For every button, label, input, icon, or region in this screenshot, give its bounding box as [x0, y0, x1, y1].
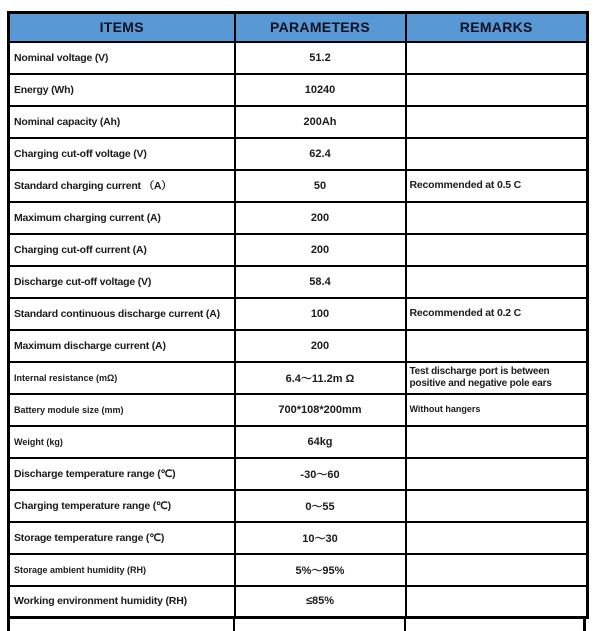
- item-label: Discharge temperature range (℃): [9, 458, 235, 490]
- item-label: Charging temperature range (℃): [9, 490, 235, 522]
- remark-text: [406, 202, 588, 234]
- parameter-value: 10240: [235, 74, 406, 106]
- table-row: [9, 74, 588, 106]
- remark-text: [406, 266, 588, 298]
- remark-text: Recommended at 0.5 C: [406, 170, 588, 202]
- item-label: Nominal capacity (Ah): [9, 106, 235, 138]
- header-remarks: REMARKS: [406, 13, 588, 42]
- remark-text: [406, 138, 588, 170]
- table-row: [9, 234, 588, 266]
- table-row: [9, 554, 588, 586]
- parameter-value: 0～55: [235, 490, 406, 522]
- table-row: [9, 106, 588, 138]
- header-items: ITEMS: [9, 13, 235, 42]
- remark-text: [406, 522, 588, 554]
- table-row: [9, 298, 588, 330]
- table-left-border-stub: [7, 619, 10, 631]
- spec-sheet: [7, 11, 586, 631]
- table-row: [9, 138, 588, 170]
- table-body: [9, 42, 588, 618]
- table-row: [9, 586, 588, 618]
- item-label: Standard charging current （A）: [9, 170, 235, 202]
- remark-text: Test discharge port is between positive and negative pole ears: [406, 362, 588, 394]
- remark-text: [406, 234, 588, 266]
- parameter-value: 62.4: [235, 138, 406, 170]
- item-label: Charging cut-off current (A): [9, 234, 235, 266]
- item-label: Internal resistance (mΩ): [9, 362, 235, 394]
- remark-text: [406, 586, 588, 618]
- parameter-value: ≤85%: [235, 586, 406, 618]
- parameter-value: 50: [235, 170, 406, 202]
- item-label: Charging cut-off voltage (V): [9, 138, 235, 170]
- remark-text: Without hangers: [406, 394, 588, 426]
- parameter-value: 10～30: [235, 522, 406, 554]
- remark-text: [406, 490, 588, 522]
- table-row: [9, 522, 588, 554]
- item-label: Weight (kg): [9, 426, 235, 458]
- item-label: Storage ambient humidity (RH): [9, 554, 235, 586]
- table-row: [9, 394, 588, 426]
- header-parameters: PARAMETERS: [235, 13, 406, 42]
- remark-text: [406, 106, 588, 138]
- table-row: [9, 458, 588, 490]
- item-label: Standard continuous discharge current (A): [9, 298, 235, 330]
- table-row: [9, 170, 588, 202]
- table-row: [9, 266, 588, 298]
- table-row: [9, 362, 588, 394]
- table-row: [9, 426, 588, 458]
- table-row: [9, 330, 588, 362]
- item-label: Storage temperature range (℃): [9, 522, 235, 554]
- parameter-value: 51.2: [235, 42, 406, 74]
- column-divider-stub-2: [404, 619, 406, 631]
- remark-text: [406, 42, 588, 74]
- table-row: [9, 42, 588, 74]
- remark-text: [406, 74, 588, 106]
- parameter-value: 200: [235, 234, 406, 266]
- remark-text: Recommended at 0.2 C: [406, 298, 588, 330]
- column-divider-stub-1: [233, 619, 235, 631]
- item-label: Energy (Wh): [9, 74, 235, 106]
- remark-text: [406, 330, 588, 362]
- remark-text: [406, 426, 588, 458]
- parameter-value: 58.4: [235, 266, 406, 298]
- remark-text: [406, 458, 588, 490]
- parameter-value: 5%～95%: [235, 554, 406, 586]
- table-row: [9, 202, 588, 234]
- parameter-value: 700*108*200mm: [235, 394, 406, 426]
- remark-text: [406, 554, 588, 586]
- table-row: [9, 490, 588, 522]
- item-label: Nominal voltage (V): [9, 42, 235, 74]
- item-label: Working environment humidity (RH): [9, 586, 235, 618]
- parameter-value: 200Ah: [235, 106, 406, 138]
- item-label: Battery module size (mm): [9, 394, 235, 426]
- header-row: [9, 13, 588, 42]
- cutoff-next-row: [7, 619, 586, 631]
- parameter-value: 64kg: [235, 426, 406, 458]
- item-label: Discharge cut-off voltage (V): [9, 266, 235, 298]
- item-label: Maximum discharge current (A): [9, 330, 235, 362]
- battery-spec-table: [7, 11, 589, 619]
- parameter-value: 200: [235, 330, 406, 362]
- parameter-value: 100: [235, 298, 406, 330]
- parameter-value: 200: [235, 202, 406, 234]
- parameter-value: -30～60: [235, 458, 406, 490]
- parameter-value: 6.4～11.2m Ω: [235, 362, 406, 394]
- table-right-border-stub: [583, 619, 586, 631]
- item-label: Maximum charging current (A): [9, 202, 235, 234]
